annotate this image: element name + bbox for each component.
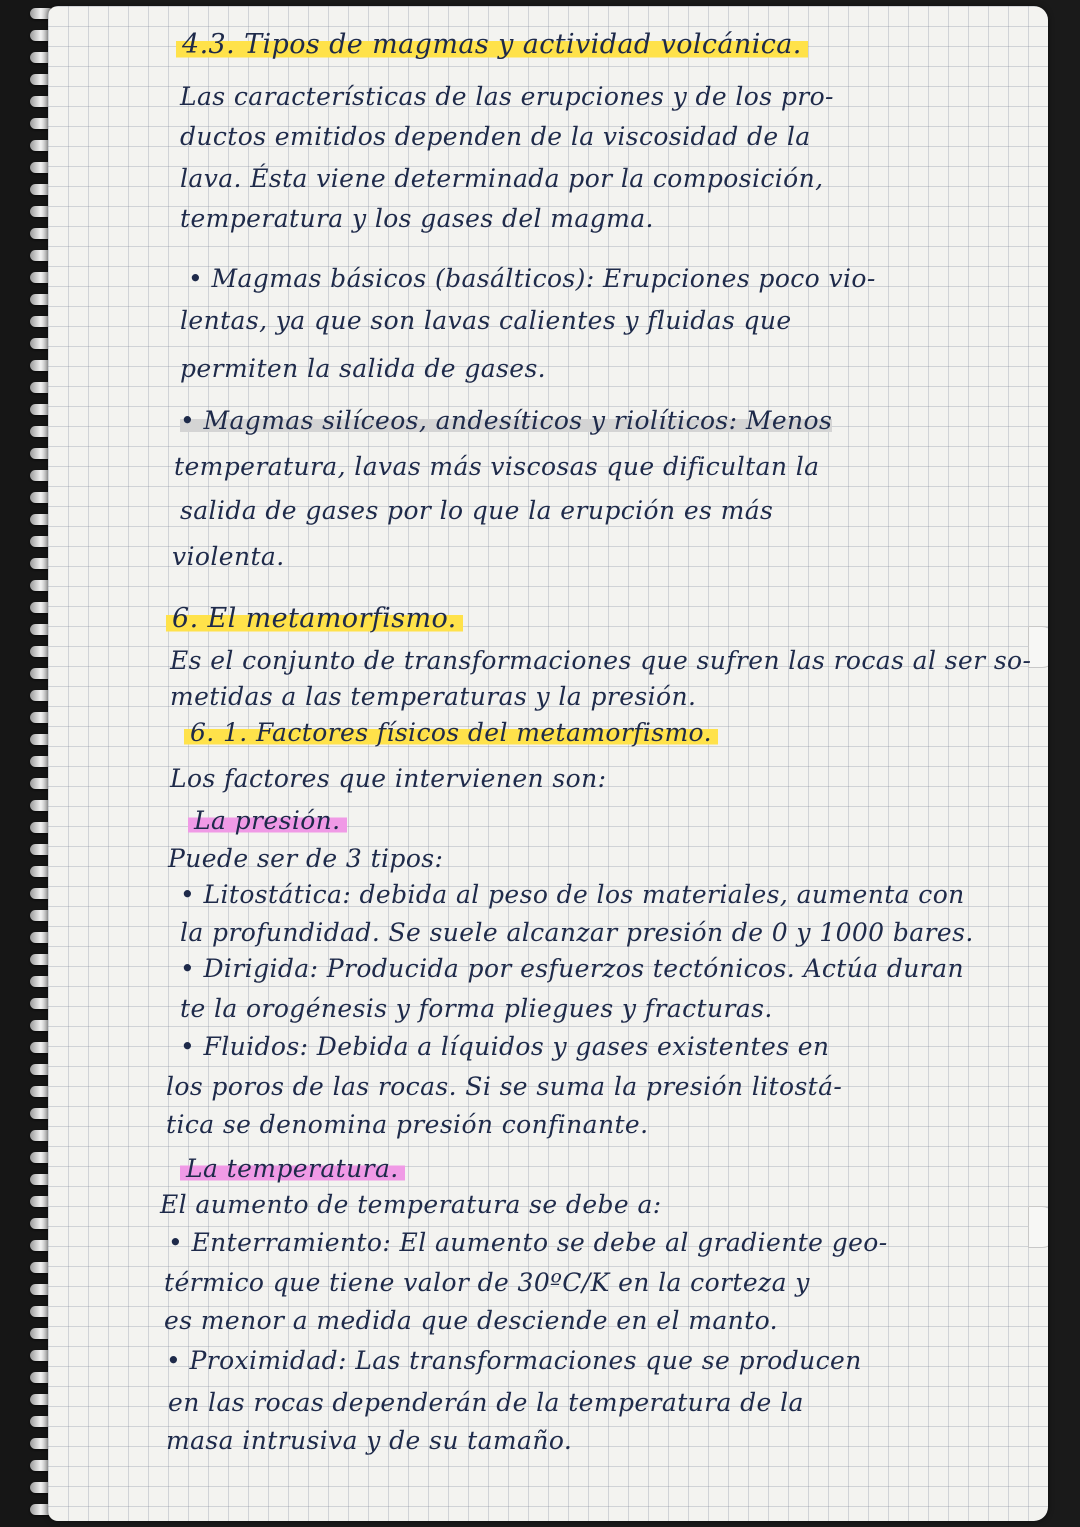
text-line: El aumento de temperatura se debe a: (160, 1190, 662, 1219)
notebook-page (48, 6, 1048, 1521)
text-line: temperatura, lavas más viscosas que dificultan la (174, 452, 820, 481)
text-line: te la orogénesis y forma pliegues y fracturas. (180, 994, 773, 1023)
text-line: metidas a las temperaturas y la presión. (170, 682, 697, 711)
text-line: masa intrusiva y de su tamaño. (166, 1426, 573, 1455)
text-line: la profundidad. Se suele alcanzar presión de 0 y 1000 bares. (180, 918, 974, 947)
text-line: violenta. (172, 542, 285, 571)
text-line: Es el conjunto de transformaciones que sufren las rocas al ser so- (170, 646, 1032, 675)
text-line: lentas, ya que son lavas calientes y fluidas que (180, 306, 792, 335)
text-line: salida de gases por lo que la erupción es más (180, 496, 774, 525)
text-line: Las características de las erupciones y de los pro- (180, 82, 834, 111)
section-heading-4-3: 4.3. Tipos de magmas y actividad volcánica. (176, 30, 808, 60)
bullet-siliceous-magmas: • Magmas silíceos, andesíticos y riolíticos: Menos (180, 406, 833, 435)
text-line: es menor a medida que desciende en el manto. (164, 1306, 778, 1335)
bullet-burial: • Enterramiento: El aumento se debe al gradiente geo- (168, 1228, 888, 1257)
text-line: en las rocas dependerán de la temperatura de la (168, 1388, 804, 1417)
heading-temperature: La temperatura. (180, 1154, 405, 1184)
bullet-proximity: • Proximidad: Las transformaciones que se producen (166, 1346, 862, 1375)
text-line: temperatura y los gases del magma. (180, 204, 654, 233)
text-line: lava. Ésta viene determinada por la composición, (180, 164, 824, 193)
bullet-lithostatic: • Litostática: debida al peso de los materiales, aumenta con (180, 880, 965, 909)
text-line: Puede ser de 3 tipos: (168, 844, 444, 873)
bullet-fluids: • Fluidos: Debida a líquidos y gases existentes en (180, 1032, 830, 1061)
text-line: los poros de las rocas. Si se suma la presión litostá- (166, 1072, 843, 1101)
page-tab (1028, 1206, 1048, 1248)
text-line: Los factores que intervienen son: (170, 764, 607, 793)
subsection-heading-6-1: 6. 1. Factores físicos del metamorfismo. (184, 718, 718, 748)
text-line: térmico que tiene valor de 30ºC/K en la corteza y (164, 1268, 810, 1297)
text-line: permiten la salida de gases. (180, 354, 547, 383)
text-line: tica se denomina presión confinante. (166, 1110, 649, 1139)
bullet-directed: • Dirigida: Producida por esfuerzos tectónicos. Actúa duran (180, 954, 964, 983)
text-line: ductos emitidos dependen de la viscosidad de la (180, 122, 811, 151)
section-heading-6: 6. El metamorfismo. (166, 604, 463, 634)
bullet-basic-magmas: • Magmas básicos (basálticos): Erupciones poco vio- (188, 264, 876, 293)
heading-pressure: La presión. (188, 806, 347, 836)
